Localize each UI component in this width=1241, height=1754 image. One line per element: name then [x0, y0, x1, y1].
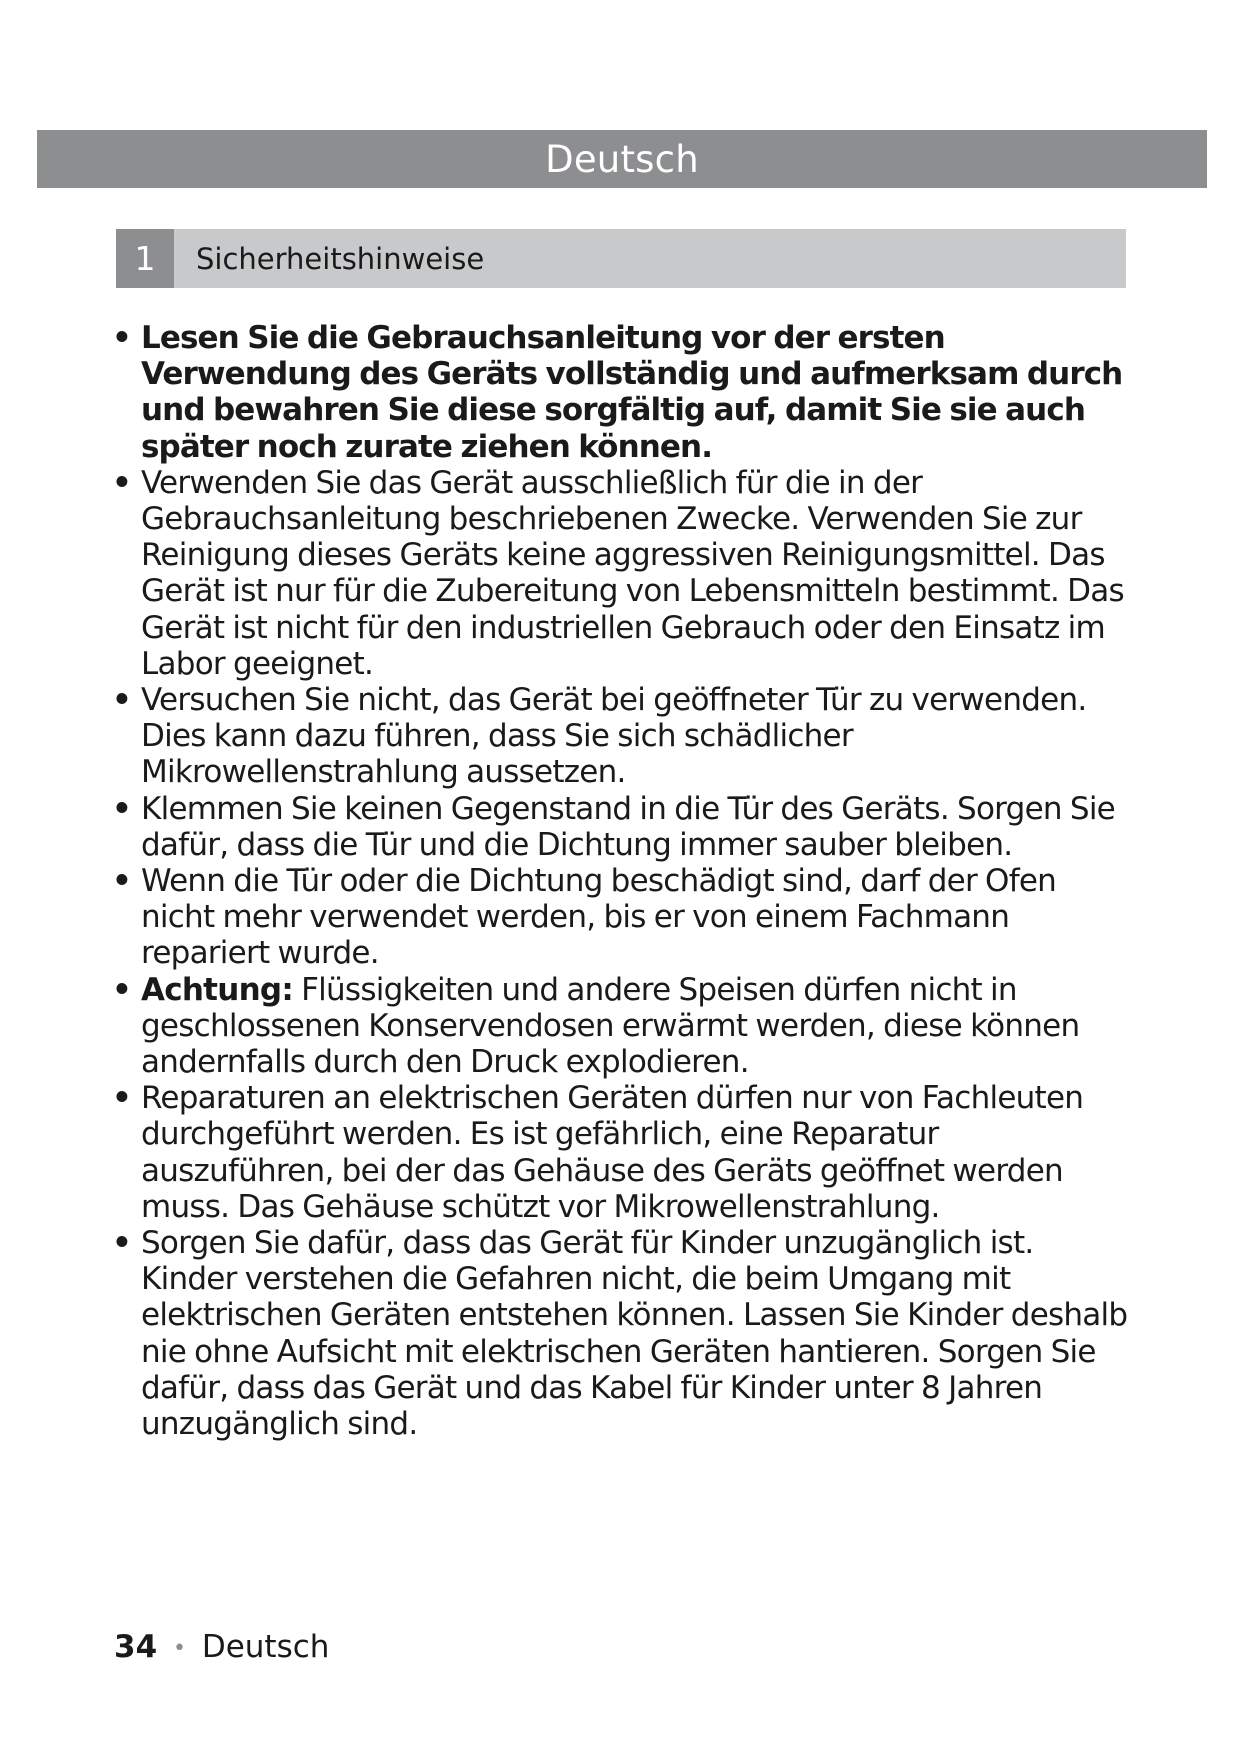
bullet-icon: •	[112, 863, 132, 900]
list-item	[112, 1080, 1132, 1225]
page-number: 34	[114, 1629, 158, 1665]
list-item	[112, 863, 1132, 972]
bullet-icon: •	[112, 1080, 132, 1117]
list-item-text: Versuchen Sie nicht, das Gerät bei geöffneter Tür zu verwenden. Dies kann dazu führen, dass Sie sich schädlicher Mikrowellenstrahlung aussetzen.	[141, 682, 1087, 791]
language-banner-title: Deutsch	[545, 137, 699, 181]
list-item	[112, 682, 1132, 791]
bullet-icon: •	[112, 790, 132, 827]
list-item-text: Lesen Sie die Gebrauchsanleitung vor der ersten Verwendung des Geräts vollständig und aufmerksam durch und bewahren Sie diese sorgfältig auf, damit Sie sie auch später noch zurate ziehen können.	[141, 320, 1123, 465]
list-item-text: Flüssigkeiten und andere Speisen dürfen nicht in geschlossenen Konservendosen erwärmt werden, diese können andernfalls durch den Druck explodieren.	[141, 971, 1080, 1081]
footer-separator-icon: •	[173, 1636, 186, 1661]
list-item-warning	[112, 972, 1132, 1081]
warning-label: Achtung:	[141, 971, 293, 1008]
list-item	[112, 320, 1132, 465]
list-item	[112, 791, 1132, 863]
list-item-text: Verwenden Sie das Gerät ausschließlich für die in der Gebrauchsanleitung beschriebenen Zwecke. Verwenden Sie zur Reinigung dieses Geräts keine aggressiven Reinigungsmittel. Das Gerät ist nur für die Zubereitung von Lebensmitteln bestimmt. Das Gerät ist nicht für den industriellen Gebrauch oder den Einsatz im Labor geeignet.	[141, 464, 1124, 682]
list-item-text: Klemmen Sie keinen Gegenstand in die Tür des Geräts. Sorgen Sie dafür, dass die Tür und die Dichtung immer sauber bleiben.	[141, 790, 1115, 863]
safety-instructions-list	[112, 320, 1132, 1442]
section-header	[116, 229, 1126, 288]
bullet-icon: •	[112, 971, 132, 1008]
section-number: 1	[116, 229, 174, 288]
list-item	[112, 465, 1132, 682]
section-title: Sicherheitshinweise	[196, 241, 485, 276]
list-item-text: Sorgen Sie dafür, dass das Gerät für Kinder unzugänglich ist. Kinder verstehen die Gefahren nicht, die beim Umgang mit elektrischen Geräten entstehen können. Lassen Sie Kinder deshalb nie ohne Aufsicht mit elektrischen Geräten hantieren. Sorgen Sie dafür, dass das Gerät und das Kabel für Kinder unter 8 Jahren unzugänglich sind.	[141, 1225, 1128, 1443]
bullet-icon: •	[112, 464, 132, 501]
bullet-icon: •	[112, 320, 131, 356]
page-footer	[114, 1629, 329, 1665]
bullet-icon: •	[112, 682, 132, 719]
bullet-icon: •	[112, 1225, 132, 1262]
list-item-text: Wenn die Tür oder die Dichtung beschädigt sind, darf der Ofen nicht mehr verwendet werden, bis er von einem Fachmann repariert wurde.	[141, 863, 1057, 972]
list-item-text: Reparaturen an elektrischen Geräten dürfen nur von Fachleuten durchgeführt werden. Es ist gefährlich, eine Reparatur auszuführen, bei der das Gehäuse des Geräts geöffnet werden muss. Das Gehäuse schützt vor Mikrowellenstrahlung.	[141, 1080, 1084, 1225]
language-banner	[37, 130, 1207, 188]
footer-language: Deutsch	[201, 1629, 330, 1665]
list-item	[112, 1225, 1132, 1442]
